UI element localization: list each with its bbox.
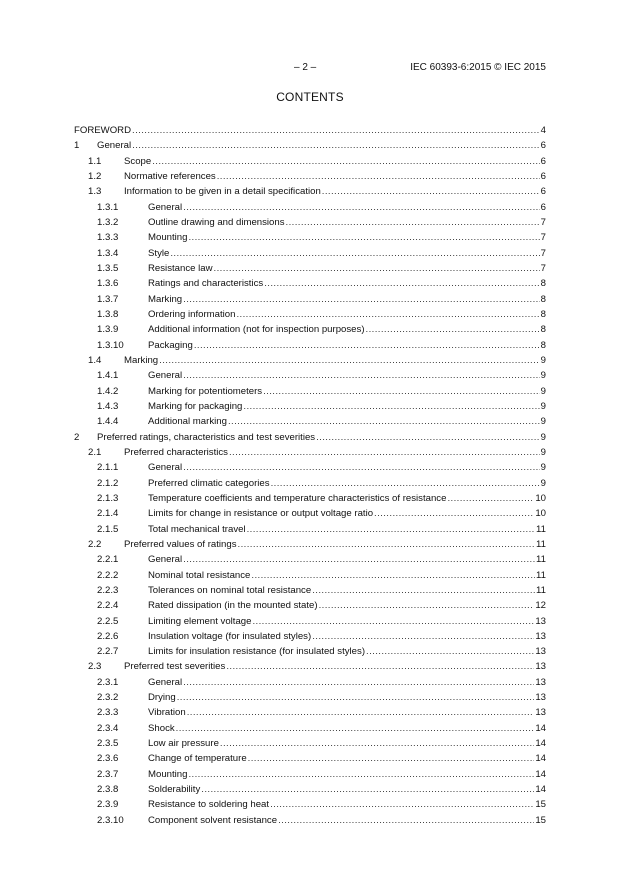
toc-dot-leader (183, 368, 540, 383)
toc-entry-page: 12 (535, 600, 546, 612)
toc-entry-page: 6 (540, 140, 546, 152)
toc-entry-title: Additional marking (148, 416, 227, 428)
toc-entry-page: 9 (540, 416, 546, 428)
toc-entry-title: Insulation voltage (for insulated styles) (148, 630, 312, 642)
toc-dot-leader (366, 322, 540, 337)
toc-entry-page: 7 (540, 262, 546, 274)
toc-entry[interactable] (74, 399, 546, 414)
toc-entry-page: 6 (540, 201, 546, 213)
toc-entry-page: 13 (535, 707, 546, 719)
toc-entry[interactable] (74, 751, 546, 766)
toc-entry-title: Style (148, 247, 170, 259)
toc-entry-number: 2.3.9 (97, 799, 119, 811)
toc-entry[interactable] (74, 184, 546, 199)
toc-entry-number: 2.2.2 (97, 569, 119, 581)
toc-entry-number: 1.4 (88, 354, 102, 366)
toc-entry-page: 11 (536, 523, 546, 535)
toc-entry-title: General (148, 201, 183, 213)
toc-entry[interactable] (74, 537, 546, 552)
toc-entry-page: 15 (535, 799, 546, 811)
toc-entry[interactable] (74, 659, 546, 674)
page-header-number: – 2 – (294, 62, 317, 73)
toc-entry-title: General (148, 554, 183, 566)
toc-entry-title: Temperature coefficients and temperature characteristics of resistance (148, 492, 447, 504)
toc-entry[interactable] (74, 767, 546, 782)
toc-dot-leader (286, 215, 540, 230)
toc-dot-leader (159, 353, 540, 368)
toc-entry-title: Preferred ratings, characteristics and test severities (97, 431, 316, 443)
toc-entry[interactable] (74, 430, 546, 445)
toc-dot-leader (263, 384, 540, 399)
toc-entry-title: Information to be given in a detail specification (124, 186, 321, 198)
toc-entry-number: 2.3.4 (97, 722, 119, 734)
toc-entry-title: Marking for packaging (148, 400, 243, 412)
toc-entry-number: 1.1 (88, 155, 102, 167)
toc-dot-leader (183, 460, 540, 475)
toc-entry-page: 14 (535, 784, 546, 796)
toc-entry-title: General (148, 676, 183, 688)
toc-entry-number: 2.2.6 (97, 630, 119, 642)
toc-entry-page: 11 (536, 538, 546, 550)
toc-entry-number: 2.3.7 (97, 768, 119, 780)
toc-entry-number: 1.3.5 (97, 262, 119, 274)
toc-entry[interactable] (74, 276, 546, 291)
page-title: CONTENTS (276, 90, 344, 104)
toc-dot-leader (316, 430, 540, 445)
toc-entry[interactable] (74, 690, 546, 705)
toc-entry-page: 8 (540, 324, 546, 336)
toc-entry-number: 2.2.4 (97, 600, 119, 612)
toc-entry-title: Limits for insulation resistance (for insulated styles) (148, 646, 366, 658)
toc-entry[interactable] (74, 705, 546, 720)
toc-dot-leader (251, 568, 535, 583)
toc-entry-number: 2.3.3 (97, 707, 119, 719)
toc-entry[interactable] (74, 797, 546, 812)
toc-dot-leader (243, 399, 539, 414)
toc-dot-leader (214, 261, 540, 276)
toc-dot-leader (183, 200, 540, 215)
toc-entry-number: 2.2 (88, 538, 102, 550)
toc-dot-leader (183, 292, 540, 307)
toc-entry-title: Marking (148, 293, 183, 305)
toc-entry-number: 2.3.2 (97, 692, 119, 704)
toc-entry-page: 6 (540, 186, 546, 198)
toc-entry-number: 1.2 (88, 170, 102, 182)
toc-dot-leader (264, 276, 539, 291)
toc-entry[interactable] (74, 598, 546, 613)
toc-entry[interactable] (74, 138, 546, 153)
toc-dot-leader (319, 598, 535, 613)
toc-entry-page: 13 (535, 630, 546, 642)
toc-entry-page: 6 (540, 170, 546, 182)
toc-entry-number: 1.3.1 (97, 201, 119, 213)
toc-entry-number: 1.3.2 (97, 216, 119, 228)
toc-entry[interactable] (74, 614, 546, 629)
toc-entry-page: 13 (535, 661, 546, 673)
toc-entry-title: Ordering information (148, 308, 236, 320)
toc-entry-title: Change of temperature (148, 753, 247, 765)
toc-entry-title: Low air pressure (148, 738, 219, 750)
toc-entry-number: 1.4.1 (97, 370, 119, 382)
toc-entry-title: General (148, 462, 183, 474)
toc-entry-number: 2.3 (88, 661, 102, 673)
toc-entry-page: 9 (540, 354, 546, 366)
toc-entry-title: Additional information (not for inspection purposes) (148, 324, 365, 336)
toc-entry[interactable] (74, 368, 546, 383)
toc-entry-number: 2 (74, 431, 80, 443)
toc-entry-title: Ratings and characteristics (148, 278, 264, 290)
toc-entry[interactable] (74, 721, 546, 736)
toc-entry-page: 9 (540, 477, 546, 489)
toc-dot-leader (322, 184, 540, 199)
toc-entry[interactable] (74, 261, 546, 276)
toc-entry-number: 1.3.10 (97, 339, 124, 351)
toc-entry-page: 14 (535, 768, 546, 780)
toc-entry-title: Marking (124, 354, 159, 366)
toc-entry-page: 11 (536, 569, 546, 581)
toc-entry-number: 1 (74, 140, 80, 152)
toc-dot-leader (220, 736, 534, 751)
toc-entry-page: 14 (535, 738, 546, 750)
toc-entry-title: Preferred climatic categories (148, 477, 270, 489)
toc-entry-title: Mounting (148, 768, 188, 780)
toc-entry-number: 2.1.2 (97, 477, 119, 489)
toc-entry-page: 11 (536, 554, 546, 566)
toc-entry-number: 1.4.2 (97, 385, 119, 397)
toc-entry[interactable] (74, 736, 546, 751)
toc-entry-number: 2.1.5 (97, 523, 119, 535)
toc-dot-leader (270, 797, 534, 812)
toc-entry-page: 8 (540, 278, 546, 290)
toc-entry-page: 9 (540, 400, 546, 412)
toc-entry-page: 7 (540, 216, 546, 228)
toc-dot-leader (183, 675, 534, 690)
toc-entry[interactable] (74, 813, 546, 828)
toc-entry-number: 2.3.5 (97, 738, 119, 750)
toc-entry-page: 7 (540, 247, 546, 259)
toc-entry-page: 14 (535, 722, 546, 734)
toc-entry[interactable] (74, 476, 546, 491)
toc-entry-title: Packaging (148, 339, 193, 351)
toc-dot-leader (226, 659, 534, 674)
table-of-contents (74, 123, 546, 828)
toc-entry-title: Shock (148, 722, 175, 734)
toc-entry-title: Outline drawing and dimensions (148, 216, 285, 228)
toc-entry[interactable] (74, 123, 546, 138)
toc-entry[interactable] (74, 200, 546, 215)
toc-entry[interactable] (74, 230, 546, 245)
toc-entry-title: Mounting (148, 232, 188, 244)
toc-entry-number: 1.3.7 (97, 293, 119, 305)
toc-entry-page: 15 (535, 814, 546, 826)
toc-dot-leader (170, 246, 539, 261)
toc-entry-number: 1.4.4 (97, 416, 119, 428)
toc-dot-leader (366, 644, 534, 659)
toc-dot-leader (236, 307, 539, 322)
toc-entry-page: 8 (540, 339, 546, 351)
toc-entry[interactable] (74, 675, 546, 690)
toc-dot-leader (188, 767, 534, 782)
toc-entry[interactable] (74, 384, 546, 399)
toc-entry-number: 1.3.9 (97, 324, 119, 336)
toc-dot-leader (312, 583, 535, 598)
toc-entry-page: 6 (540, 155, 546, 167)
toc-entry-number: 1.4.3 (97, 400, 119, 412)
toc-dot-leader (312, 629, 534, 644)
toc-entry-page: 10 (535, 492, 546, 504)
toc-entry-page: 13 (535, 646, 546, 658)
toc-dot-leader (252, 614, 534, 629)
toc-entry[interactable] (74, 246, 546, 261)
toc-entry-number: 1.3.4 (97, 247, 119, 259)
toc-entry-title: Drying (148, 692, 176, 704)
toc-entry-title: Resistance to soldering heat (148, 799, 270, 811)
toc-entry-title: Nominal total resistance (148, 569, 251, 581)
toc-entry-title: FOREWORD (74, 125, 132, 136)
toc-entry[interactable] (74, 292, 546, 307)
toc-entry-number: 2.3.1 (97, 676, 119, 688)
toc-entry-page: 9 (540, 446, 546, 458)
toc-entry-number: 2.2.3 (97, 584, 119, 596)
toc-entry-page: 13 (535, 692, 546, 704)
toc-entry[interactable] (74, 414, 546, 429)
toc-entry-number: 2.1.3 (97, 492, 119, 504)
toc-dot-leader (228, 414, 540, 429)
toc-entry-title: General (148, 370, 183, 382)
toc-entry[interactable] (74, 491, 546, 506)
toc-entry-title: Rated dissipation (in the mounted state) (148, 600, 318, 612)
toc-entry-title: Resistance law (148, 262, 213, 274)
toc-entry-number: 2.1.4 (97, 508, 119, 520)
toc-entry-number: 2.3.6 (97, 753, 119, 765)
toc-dot-leader (229, 445, 540, 460)
toc-dot-leader (194, 338, 540, 353)
toc-entry-page: 13 (535, 676, 546, 688)
toc-entry-number: 2.3.10 (97, 814, 124, 826)
toc-entry-page: 11 (536, 584, 546, 596)
toc-dot-leader (238, 537, 536, 552)
toc-entry-title: Preferred characteristics (124, 446, 228, 458)
toc-entry[interactable] (74, 629, 546, 644)
toc-entry-number: 2.1 (88, 446, 102, 458)
toc-entry-number: 1.3 (88, 186, 102, 198)
toc-entry-title: Limiting element voltage (148, 615, 252, 627)
toc-entry-title: Preferred test severities (124, 661, 226, 673)
toc-entry-page: 9 (540, 462, 546, 474)
toc-entry-number: 1.3.8 (97, 308, 119, 320)
toc-entry-title: Scope (124, 155, 152, 167)
toc-entry-number: 2.3.8 (97, 784, 119, 796)
page-header-standard: IEC 60393-6:2015 © IEC 2015 (410, 62, 546, 73)
toc-dot-leader (183, 552, 535, 567)
toc-entry-number: 2.2.5 (97, 615, 119, 627)
toc-entry[interactable] (74, 460, 546, 475)
toc-entry-title: Marking for potentiometers (148, 385, 263, 397)
toc-dot-leader (201, 782, 534, 797)
toc-entry[interactable] (74, 154, 546, 169)
toc-dot-leader (247, 522, 535, 537)
toc-entry[interactable] (74, 445, 546, 460)
toc-entry[interactable] (74, 322, 546, 337)
toc-entry[interactable] (74, 215, 546, 230)
toc-entry-title: Vibration (148, 707, 186, 719)
toc-dot-leader (447, 491, 534, 506)
toc-entry-page: 8 (540, 308, 546, 320)
toc-entry-title: Total mechanical travel (148, 523, 246, 535)
toc-dot-leader (271, 476, 540, 491)
toc-dot-leader (176, 721, 535, 736)
toc-dot-leader (187, 705, 535, 720)
toc-entry-page: 10 (535, 508, 546, 520)
toc-dot-leader (217, 169, 540, 184)
toc-dot-leader (248, 751, 535, 766)
toc-dot-leader (177, 690, 535, 705)
toc-entry[interactable] (74, 506, 546, 521)
toc-entry-page: 7 (540, 232, 546, 244)
toc-dot-leader (374, 506, 534, 521)
toc-entry[interactable] (74, 782, 546, 797)
toc-entry-title: Solderability (148, 784, 201, 796)
toc-entry-title: Preferred values of ratings (124, 538, 237, 550)
toc-entry-number: 1.3.6 (97, 278, 119, 290)
toc-entry-title: Tolerances on nominal total resistance (148, 584, 312, 596)
toc-entry-page: 14 (535, 753, 546, 765)
toc-entry-page: 9 (540, 431, 546, 443)
toc-entry[interactable] (74, 568, 546, 583)
toc-entry-number: 1.3.3 (97, 232, 119, 244)
toc-entry-page: 13 (535, 615, 546, 627)
toc-entry[interactable] (74, 307, 546, 322)
toc-entry[interactable] (74, 583, 546, 598)
toc-entry-number: 2.1.1 (97, 462, 119, 474)
toc-dot-leader (132, 138, 540, 153)
toc-entry[interactable] (74, 338, 546, 353)
toc-entry[interactable] (74, 644, 546, 659)
toc-entry[interactable] (74, 522, 546, 537)
toc-entry-title: General (97, 140, 132, 152)
toc-entry-title: Component solvent resistance (148, 814, 278, 826)
toc-entry-number: 2.2.1 (97, 554, 119, 566)
toc-entry-title: Limits for change in resistance or output voltage ratio (148, 508, 374, 520)
toc-dot-leader (132, 123, 540, 138)
toc-entry-title: Normative references (124, 170, 216, 182)
toc-dot-leader (278, 813, 534, 828)
toc-entry-page: 9 (540, 370, 546, 382)
toc-dot-leader (188, 230, 539, 245)
toc-entry[interactable] (74, 552, 546, 567)
toc-entry-page: 8 (540, 293, 546, 305)
toc-entry-page: 4 (540, 125, 546, 136)
toc-entry-number: 2.2.7 (97, 646, 119, 658)
toc-entry[interactable] (74, 353, 546, 368)
toc-dot-leader (152, 154, 539, 169)
toc-entry[interactable] (74, 169, 546, 184)
toc-entry-page: 9 (540, 385, 546, 397)
